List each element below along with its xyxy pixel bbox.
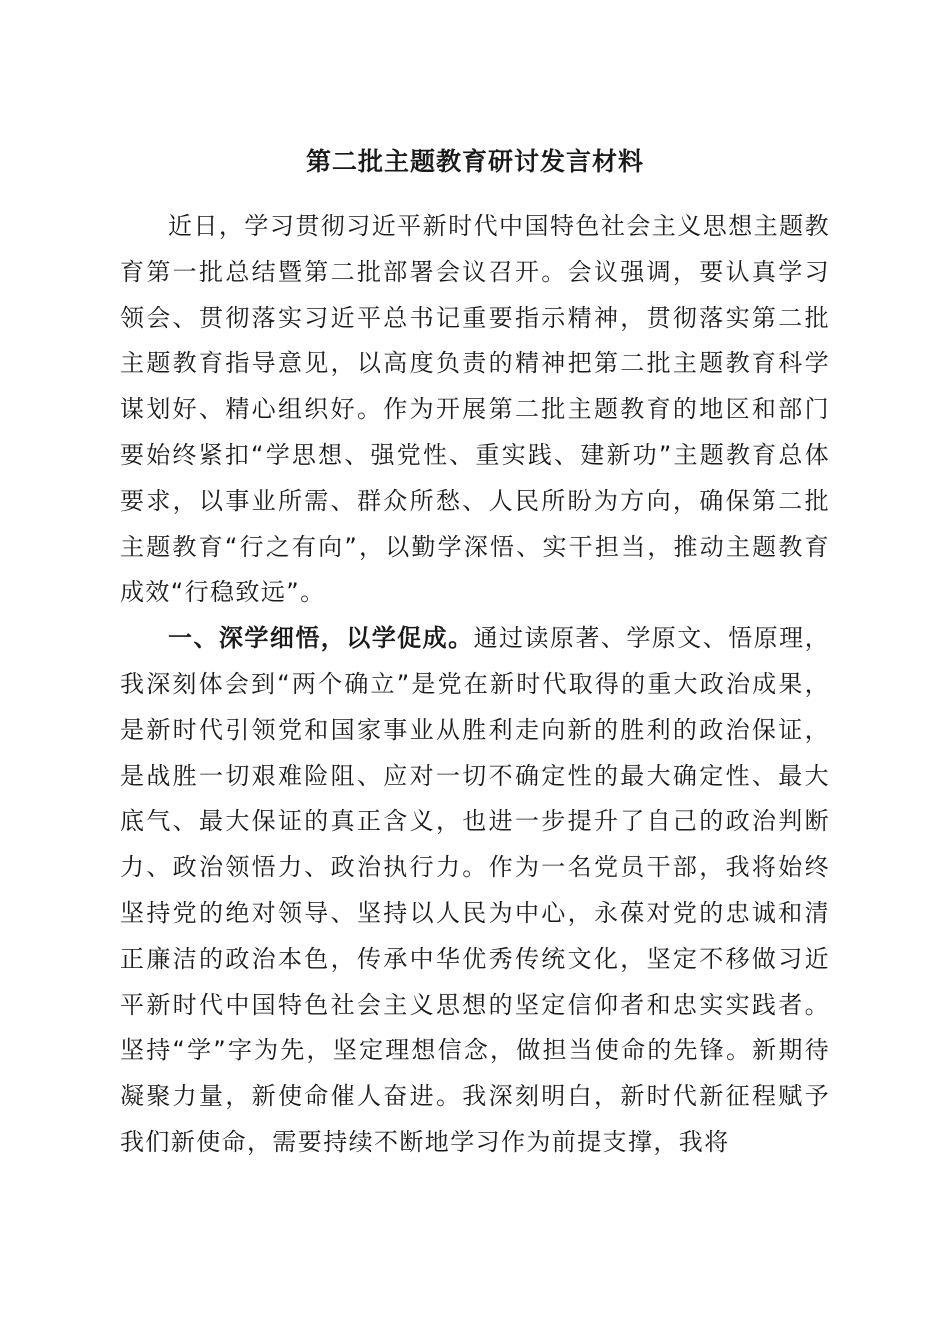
intro-paragraph [120,204,830,616]
intro-paragraph-text: 近日，学习贯彻习近平新时代中国特色社会主义思想主题教育第一批总结暨第二批部署会议召开。会议强调，要认真学习领会、贯彻落实习近平总书记重要指示精神，贯彻落实第二批主题教育指导意见，以高度负责的精神把第二批主题教育科学谋划好、精心组织好。作为开展第二批主题教育的地区和部门要始终紧扣“学思想、强党性、重实践、建新功”主题教育总体要求，以事业所需、群众所愁、人民所盼为方向，确保第二批主题教育“行之有向”，以勤学深悟、实干担当，推动主题教育成效“行稳致远”。 [120,212,830,607]
document-title: 第二批主题教育研讨发言材料 [305,147,644,176]
section-one-text: 通过读原著、学原文、悟原理，我深刻体会到“两个确立”是党在新时代取得的重大政治成果，是新时代引领党和国家事业从胜利走向新的胜利的政治保证，是战胜一切艰难险阻、应对一切不确定性的最大确定性、最大底气、最大保证的真正含义，也进一步提升了自己的政治判断力、政治领悟力、政治执行力。作为一名党员干部，我将始终坚持党的绝对领导、坚持以人民为中心，永葆对党的忠诚和清正廉洁的政治本色，传承中华优秀传统文化，坚定不移做习近平新时代中国特色社会主义思想的坚定信仰者和忠实实践者。坚持“学”字为先，坚定理想信念，做担当使命的先锋。新期待凝聚力量，新使命催人奋进。我深刻明白，新时代新征程赋予我们新使命，需要持续不断地学习作为前提支撑，我将 [120,624,830,1156]
document-body [120,204,830,1166]
section-one-heading: 一、深学细悟，以学促成。 [168,624,474,653]
section-one-paragraph [120,616,830,1166]
